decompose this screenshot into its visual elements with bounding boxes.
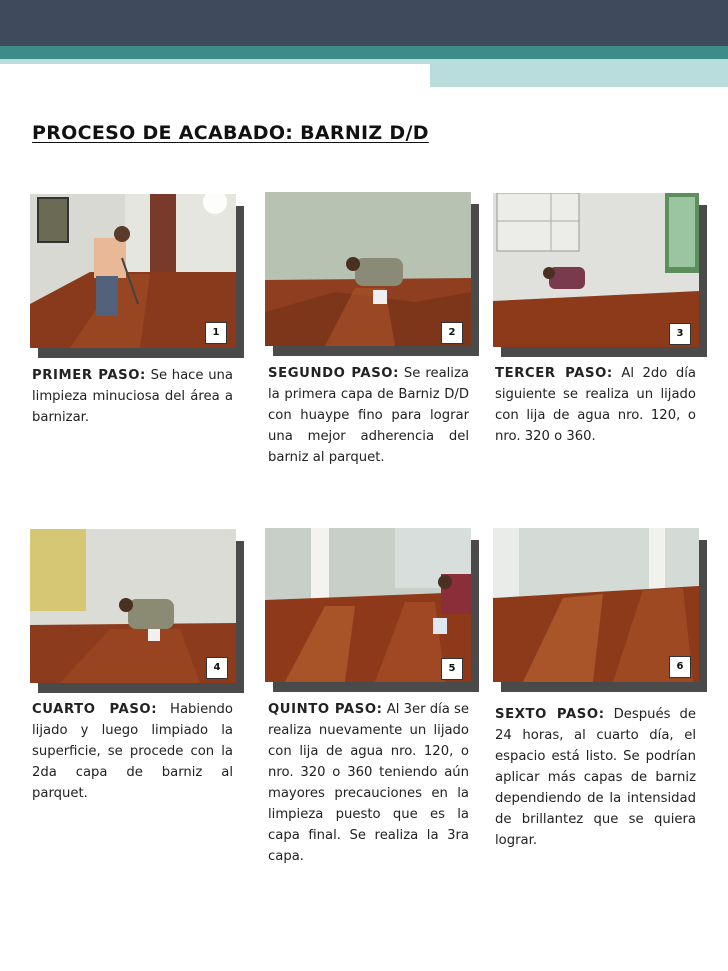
step-4-label: CUARTO PASO: xyxy=(32,702,158,717)
step-4-photo-card xyxy=(30,529,245,695)
step-3-photo-card xyxy=(493,193,708,359)
header-band-dark xyxy=(0,0,728,46)
step-1-number: 1 xyxy=(205,322,227,344)
step-6-text xyxy=(495,704,696,851)
step-4-number: 4 xyxy=(206,657,228,679)
step-1-label: PRIMER PASO: xyxy=(32,368,146,383)
header-band-light-left xyxy=(0,59,430,64)
step-2-text xyxy=(268,363,469,468)
step-5-number: 5 xyxy=(441,658,463,680)
step-5-description: Al 3er día se realiza nuevamente un lijado con lija de agua nro. 120, o nro. 320 o 360 teniendo aún mayores precauciones en la limpieza puesto que es la capa final. Se realiza la 3ra capa. xyxy=(268,702,470,864)
step-6-label: SEXTO PASO: xyxy=(495,707,605,722)
step-6-number: 6 xyxy=(669,656,691,678)
step-2-label: SEGUNDO PASO: xyxy=(268,366,399,381)
step-1-description: Se hace una limpieza minuciosa del área a barnizar. xyxy=(32,368,233,425)
step-5-label: QUINTO PASO: xyxy=(268,702,383,717)
step-3-label: TERCER PASO: xyxy=(495,366,613,381)
step-4-description: Habiendo lijado y luego limpiado la superficie, se procede con la 2da capa de barniz al parquet. xyxy=(32,702,233,801)
step-1-photo-card xyxy=(30,194,245,360)
header-band-light-right xyxy=(430,59,728,87)
header-band-teal xyxy=(0,46,728,59)
step-3-text xyxy=(495,363,696,447)
step-2-number: 2 xyxy=(441,322,463,344)
step-3-number: 3 xyxy=(669,323,691,345)
step-3-description: Al 2do día siguiente se realiza un lijado con lija de agua nro. 120, o nro. 320 o 360. xyxy=(495,366,696,444)
step-2-description: Se realiza la primera capa de Barniz D/D con huaype fino para lograr una mejor adherencia del barniz al parquet. xyxy=(268,366,469,465)
step-1-text xyxy=(32,365,233,428)
step-6-description: Después de 24 horas, al cuarto día, el espacio está listo. Se podrían aplicar más capas de barniz dependiendo de la intensidad de brillantez que se quiera lograr. xyxy=(495,707,696,848)
step-5-text xyxy=(268,699,469,867)
step-4-text xyxy=(32,699,233,804)
step-5-photo-card xyxy=(265,528,480,694)
step-6-photo-card xyxy=(493,528,708,694)
step-2-photo-card xyxy=(265,192,480,358)
page-title: PROCESO DE ACABADO: BARNIZ D/D xyxy=(32,122,429,144)
